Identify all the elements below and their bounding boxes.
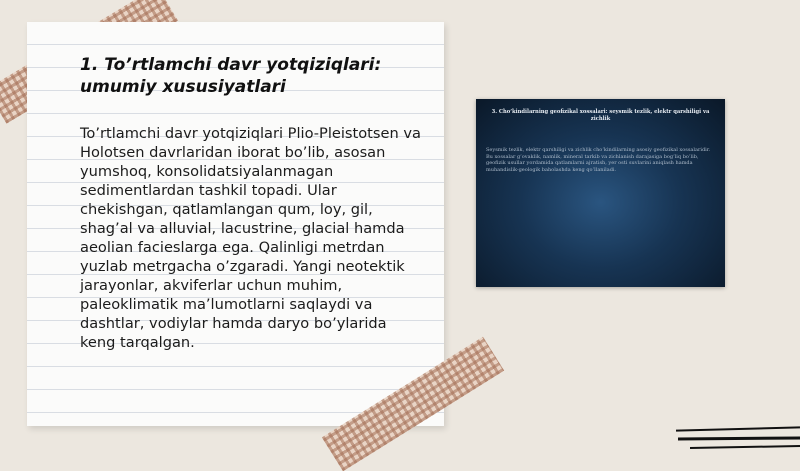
decorative-stroke: [690, 445, 800, 449]
section-paragraph: To’rtlamchi davr yotqiziqlari Plio-Pleistotsen va Holotsen davrlaridan iborat bo’lib, asosan yumshoq, konsolidatsiyalanmagan sedimentlardan tashkil topadi. Ular chekishgan, qatlamlangan qum, loy, gil, shag’al va alluvial, lacustrine, glacial hamda aeolian facieslarga ega. Qalinligi metrdan yuzlab metrgacha o’zgaradi. Yangi neotektik jarayonlar, akviferlar uchun muhim, paleoklimatik ma’lumotlarni saqlaydi va dashtlar, vodiylar hamda daryo bo’ylarida keng tarqalgan.: [80, 125, 421, 351]
slide-thumbnail-body: Seysmik tezlik, elektr qarshiligi va zichlik cho’kindilarning asosiy geofizikal xossalaridir. Bu xossalar g’ovaklik, namlik, mineral tarkib va zichlanish darajasiga bog’liq bo’lib, geofizik usullar yordamida qatlamlarni ajratish, yer osti suvlarini aniqlash hamda muhandislik-geologik baholashda keng qo’llaniladi.: [486, 147, 711, 173]
section-heading: 1. To’rtlamchi davr yotqiziqlari: umumiy xususiyatlari: [80, 55, 382, 97]
decorative-stroke: [676, 426, 800, 431]
slide-thumbnail-title: 3. Cho’kindilarning geofizikal xossalari: seysmik tezlik, elektr qarshiligi va zichlik: [491, 109, 710, 122]
decorative-stroke: [678, 436, 800, 440]
slide-thumbnail: [476, 99, 725, 287]
